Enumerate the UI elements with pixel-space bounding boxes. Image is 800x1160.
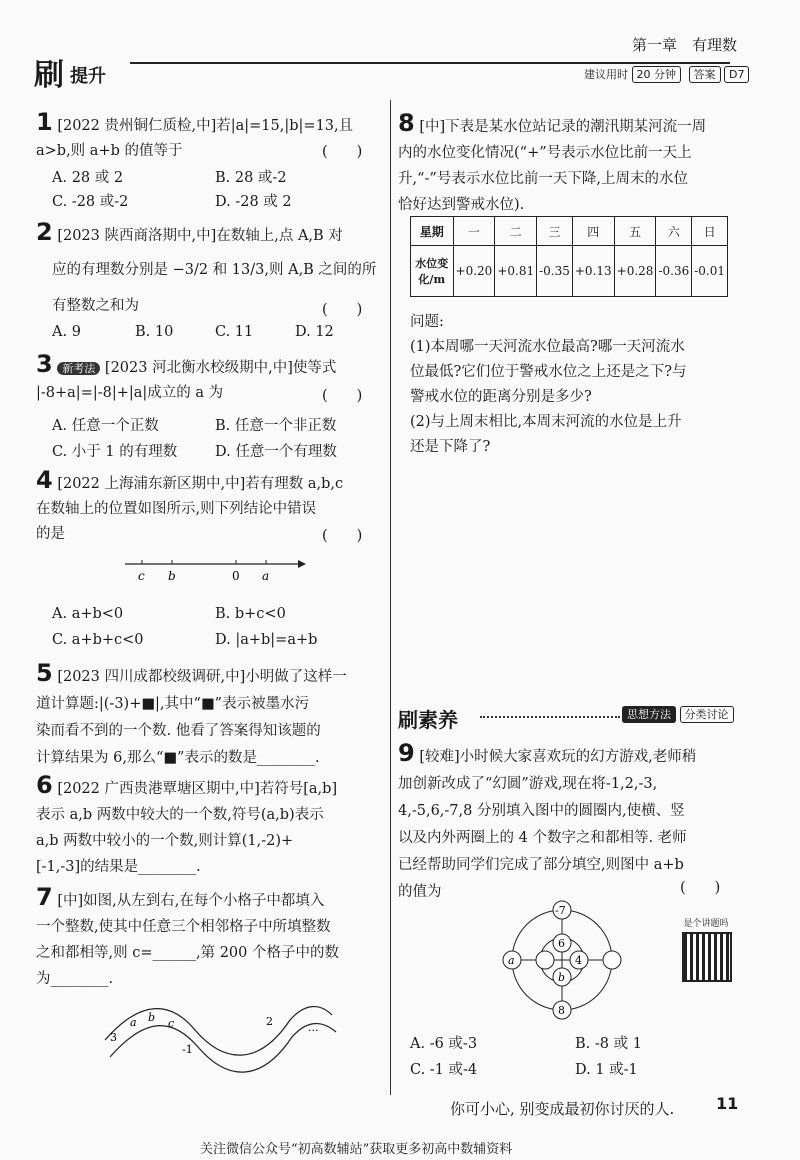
question-text: 还是下降了? <box>410 439 491 455</box>
question-text: 在数轴上的位置如图所示,则下列结论中错误 <box>36 501 317 517</box>
question-text: 4,-5,6,-7,8 分别填入图中的圆圈内,使横、竖 <box>398 803 685 819</box>
question-text: 为________. <box>36 971 114 987</box>
arrow-icon <box>298 560 306 568</box>
node-label: 6 <box>558 937 565 950</box>
table-cell: +0.28 <box>614 246 656 297</box>
question-6 <box>36 772 386 880</box>
cell-label: 2 <box>266 1015 273 1028</box>
table-cell: +0.13 <box>572 246 614 297</box>
tag-method: 思想方法 <box>622 706 676 723</box>
answer-paren: ( ) <box>680 880 721 896</box>
question-number: 6 <box>36 771 53 799</box>
table-cell: -0.36 <box>656 246 692 297</box>
question-text: [2023 四川成都校级调研,中]小明做了这样一 <box>57 669 347 685</box>
page-number: 11 <box>716 1094 739 1113</box>
question-text: 的是 <box>36 526 65 542</box>
point-label-c: c <box>138 569 145 583</box>
section-title: 刷素养 <box>398 708 458 732</box>
question-text: [2023 陕西商洛期中,中]在数轴上,点 A,B 对 <box>57 228 343 244</box>
table-header: 水位变化/m <box>411 246 454 297</box>
question-text: 问题: <box>410 314 444 330</box>
cell-label: a <box>130 1016 137 1029</box>
answer-paren: ( ) <box>322 144 363 160</box>
question-8-parts <box>410 310 750 460</box>
wave-bottom <box>110 1024 336 1073</box>
option-d: D. 任意一个有理数 <box>215 444 337 460</box>
option-d: D. -28 或 2 <box>215 194 292 210</box>
option-b: B. 28 或-2 <box>215 170 287 186</box>
table-cell: -0.01 <box>692 246 728 297</box>
cell-label: c <box>168 1017 175 1030</box>
node-label: -7 <box>555 904 566 917</box>
answer-paren: ( ) <box>322 528 363 544</box>
option-b: B. 10 <box>135 324 174 340</box>
question-text: 表示 a,b 两数中较大的一个数,符号(a,b)表示 <box>36 807 324 823</box>
node-label: 4 <box>575 954 582 967</box>
question-8 <box>398 110 748 218</box>
question-text: [较难]小时候大家喜欢玩的幻方游戏,老师稍 <box>419 749 697 765</box>
question-number: 9 <box>398 739 415 767</box>
option-c: C. 小于 1 的有理数 <box>52 444 178 460</box>
table-row <box>411 246 728 297</box>
question-7 <box>36 884 386 992</box>
qr-caption: 是个讲题吗 <box>683 919 729 929</box>
question-text: 内的水位变化情况(“+”号表示水位比前一天上 <box>398 145 692 161</box>
question-text: a,b 两数中较小的一个数,则计算(1,-2)+ <box>36 833 294 849</box>
option-b: B. 任意一个非正数 <box>215 418 337 434</box>
question-text: 加创新改成了“幻圆”游戏,现在将-1,2,-3, <box>398 776 658 792</box>
question-text: 位最低?它们位于警戒水位之上还是之下?与 <box>410 364 687 380</box>
section-divider <box>480 716 620 718</box>
question-text: [2023 河北衡水校级期中,中]使等式 <box>104 360 337 376</box>
table-cell: 一 <box>453 217 495 246</box>
question-number: 8 <box>398 109 415 137</box>
question-text: [2022 贵州铜仁质检,中]若|a|=15,|b|=13,且 <box>57 118 354 134</box>
option-a: A. 任意一个正数 <box>52 418 159 434</box>
table-cell: 日 <box>692 217 728 246</box>
node-right <box>603 951 621 969</box>
table-cell: -0.35 <box>537 246 573 297</box>
point-label-a: a <box>262 569 270 583</box>
time-value: 20 分钟 <box>632 66 682 83</box>
question-text: 的值为 <box>398 884 442 900</box>
question-text: [2022 上海浦东新区期中,中]若有理数 a,b,c <box>57 476 344 492</box>
table-cell: 四 <box>572 217 614 246</box>
question-text: 道计算题:|(-3)+■|,其中“■”表示被墨水污 <box>36 696 310 712</box>
magic-circle-figure <box>495 898 630 1023</box>
question-number: 2 <box>36 218 53 246</box>
footer-quote: 你可小心, 别变成最初你讨厌的人. <box>450 1100 675 1118</box>
question-text: 升,“-”号表示水位比前一天下降,上周末的水位 <box>398 171 688 187</box>
node-label: 8 <box>558 1004 565 1017</box>
chapter-title: 第一章 有理数 <box>632 36 738 54</box>
option-a: A. a+b<0 <box>52 606 124 622</box>
question-text: a>b,则 a+b 的值等于 <box>36 143 183 159</box>
node-label: b <box>558 971 566 984</box>
wave-strip-figure <box>100 995 340 1075</box>
brand-mark: 刷 <box>34 58 64 93</box>
cell-label: ... <box>308 1021 319 1034</box>
water-level-table <box>410 216 728 297</box>
answer-paren: ( ) <box>322 388 363 404</box>
option-a: A. -6 或-3 <box>410 1036 478 1052</box>
question-text: 已经帮助同学们完成了部分填空,则图中 a+b <box>398 857 684 873</box>
question-text: (1)本周哪一天河流水位最高?哪一天河流水 <box>410 339 685 355</box>
question-text: [中]如图,从左到右,在每个小格子中都填入 <box>57 893 325 909</box>
option-b: B. b+c<0 <box>215 606 286 622</box>
question-number: 7 <box>36 883 53 911</box>
option-d: D. 12 <box>295 324 334 340</box>
option-d: D. 1 或-1 <box>575 1062 638 1078</box>
question-text: (2)与上周末相比,本周末河流的水位是上升 <box>410 414 682 430</box>
table-header: 星期 <box>411 217 454 246</box>
table-cell: 六 <box>656 217 692 246</box>
table-cell: +0.81 <box>495 246 537 297</box>
question-text: [-1,-3]的结果是________. <box>36 859 201 875</box>
option-a: A. 9 <box>52 324 81 340</box>
question-text: [中]下表是某水位站记录的潮汛期某河流一周 <box>419 119 707 135</box>
answer-label: 答案 <box>689 66 721 83</box>
time-badge <box>584 66 749 82</box>
cell-label: b <box>148 1011 156 1024</box>
question-number: 5 <box>36 659 53 687</box>
question-text: 以及内外两圈上的 4 个数字之和都相等. 老师 <box>398 830 687 846</box>
point-label-zero: 0 <box>232 569 240 583</box>
question-number: 1 <box>36 108 53 136</box>
table-cell: 三 <box>537 217 573 246</box>
option-c: C. -28 或-2 <box>52 194 129 210</box>
answer-page: D7 <box>724 66 749 83</box>
question-number: 4 <box>36 466 53 494</box>
brand-subtitle: 提升 <box>70 66 106 87</box>
option-a: A. 28 或 2 <box>52 170 124 186</box>
question-text: [2022 广西贵港覃塘区期中,中]若符号[a,b] <box>57 781 338 797</box>
new-method-badge: 新考法 <box>57 362 100 375</box>
qr-code-icon[interactable] <box>682 932 732 982</box>
question-2 <box>36 220 381 249</box>
option-c: C. -1 或-4 <box>410 1062 478 1078</box>
table-cell: 五 <box>614 217 656 246</box>
question-text: 计算结果为 6,那么“■”表示的数是________. <box>36 750 320 766</box>
header-rule <box>130 62 730 64</box>
tag-topic: 分类讨论 <box>680 706 734 723</box>
question-text: 之和都相等,则 c=______,第 200 个格子中的数 <box>36 945 339 961</box>
time-label: 建议用时 <box>584 68 628 81</box>
table-cell: 二 <box>495 217 537 246</box>
node-label: a <box>508 954 515 967</box>
option-c: C. 11 <box>215 324 254 340</box>
number-line-figure <box>120 552 310 586</box>
question-text: 恰好达到警戒水位). <box>398 197 525 213</box>
section-tags <box>622 706 734 722</box>
option-c: C. a+b+c<0 <box>52 632 144 648</box>
table-row <box>411 217 728 246</box>
question-text: 警戒水位的距离分别是多少? <box>410 389 592 405</box>
column-divider <box>390 100 391 1095</box>
option-b: B. -8 或 1 <box>575 1036 642 1052</box>
question-text: |-8+a|=|-8|+|a|成立的 a 为 <box>36 385 224 401</box>
node-inner-left <box>536 951 554 969</box>
cell-label: -1 <box>182 1043 193 1056</box>
footer-notice: 关注微信公众号“初高数辅站”获取更多初高中数辅资料 <box>200 1142 513 1157</box>
question-number: 3 <box>36 350 53 378</box>
question-5 <box>36 660 386 772</box>
question-text: 一个整数,使其中任意三个相邻格子中所填整数 <box>36 919 331 935</box>
table-cell: +0.20 <box>453 246 495 297</box>
point-label-b: b <box>168 569 176 583</box>
option-d: D. |a+b|=a+b <box>215 632 318 648</box>
answer-paren: ( ) <box>322 302 363 318</box>
question-text: 有整数之和为 <box>52 298 139 314</box>
question-text: 应的有理数分别是 −3/2 和 13/3,则 A,B 之间的所 <box>52 262 377 278</box>
question-text: 染而看不到的一个数. 他看了答案得知该题的 <box>36 723 321 739</box>
cell-label: 3 <box>110 1031 117 1044</box>
